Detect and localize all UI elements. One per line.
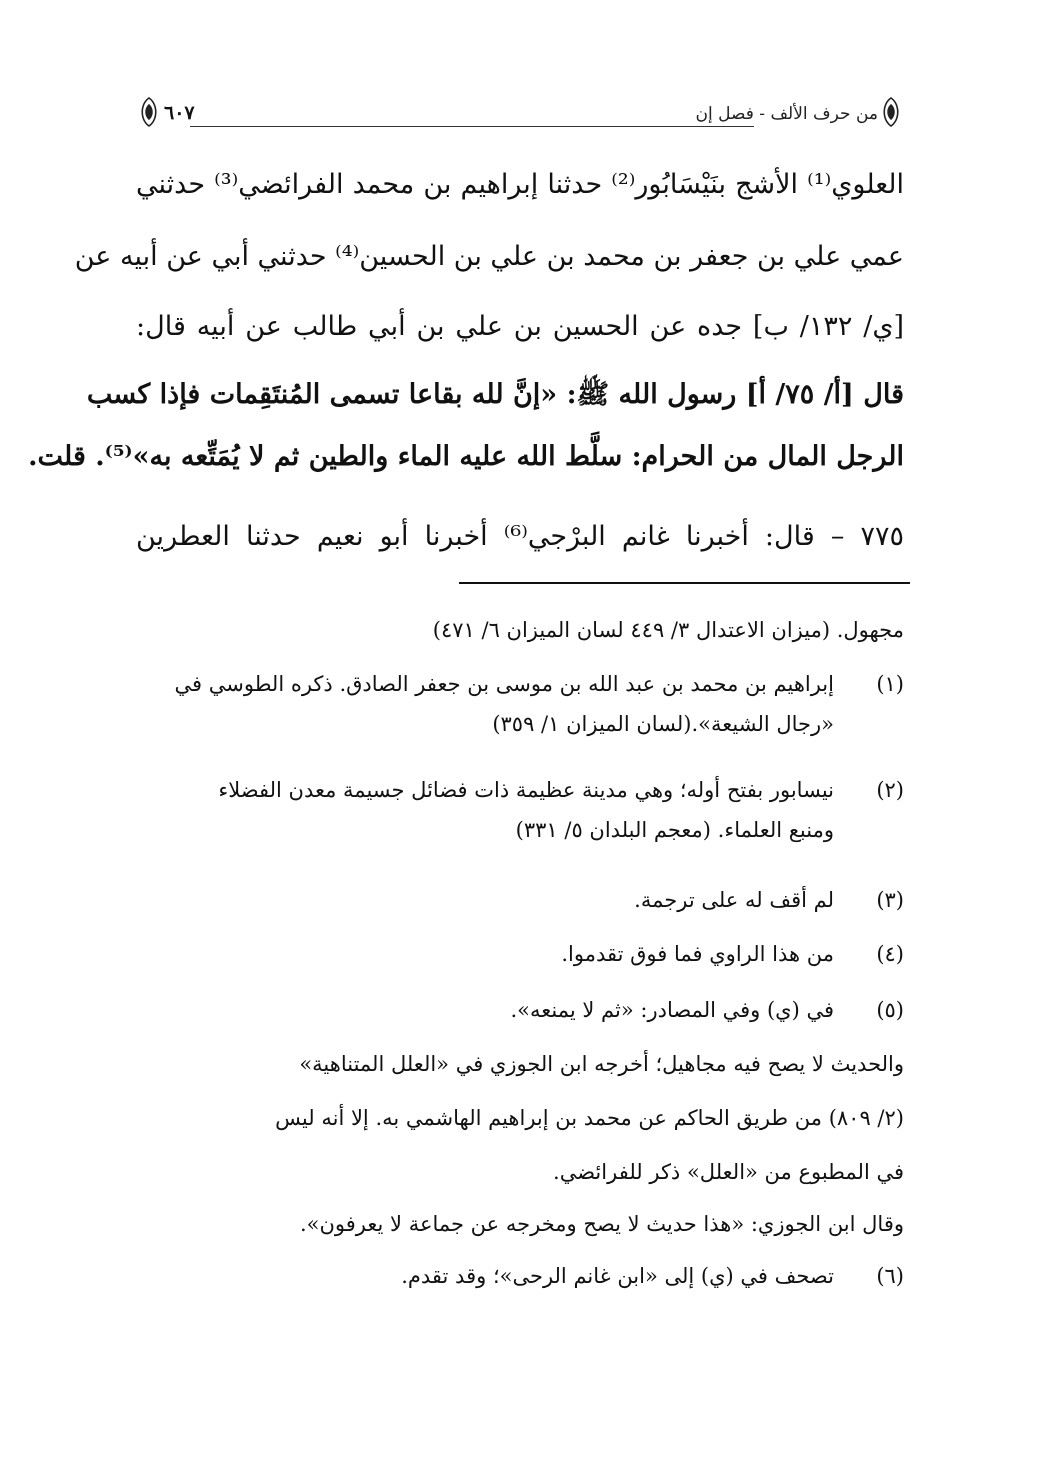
page-number: ٦٠٧	[164, 102, 195, 124]
hadith-775-line: ٧٧٥ – قال: أخبرنا غانم البرْجي⁽⁶⁾ أخبرنا أبو نعيم حدثنا العطرين	[136, 521, 904, 552]
footnote-text: «رجال الشيعة».(لسان الميزان ١/ ٣٥٩)	[492, 712, 834, 736]
footnote-text: نيسابور بفتح أوله؛ وهي مدينة عظيمة ذات فضائل جسيمة معدن الفضلاء	[218, 778, 834, 802]
footnote-number: (٢)	[876, 778, 904, 802]
main-line-3: [ي/ ١٣٢/ ب] جده عن الحسين بن علي بن أبي طالب عن أبيه قال:	[136, 311, 904, 342]
header-ornament-left-icon	[136, 96, 162, 128]
footnote-number: (٥)	[876, 998, 904, 1022]
footnote-number: (٤)	[876, 942, 904, 966]
main-line-1: العلوي⁽¹⁾ الأشج بنَيْسَابُور⁽²⁾ حدثنا إبراهيم بن محمد الفرائضي⁽³⁾ حدثني	[136, 169, 905, 200]
footnote-number: (٦)	[876, 1264, 904, 1288]
footnote-separator	[459, 582, 910, 584]
page-header	[136, 92, 904, 132]
footnote-text: في (ي) وفي المصادر: «ثم لا يمنعه».	[510, 998, 834, 1022]
chapter-title: من حرف الألف - فصل إن	[695, 104, 878, 124]
footnote-text: من هذا الراوي فما فوق تقدموا.	[561, 942, 834, 966]
footnote-number: (٣)	[876, 888, 904, 912]
book-page: من حرف الألف - فصل إن ٦٠٧ العلوي⁽¹⁾ الأشج بنَيْسَابُور⁽²⁾ حدثنا إبراهيم بن محمد الفرائضي⁽³⁾ حدثني عمي علي بن جعفر بن محمد بن علي بن الحسين⁽⁴⁾ حدثني أبي عن أبيه عن [ي/ ١٣٢/ ب] جده عن الحسين بن علي بن أبي طالب عن أبيه قال: قال [أ/ ٧٥/ أ] رسول الله ﷺ: «إنَّ لله بقاعا تسمى المُنتَقِمات فإذا كسب الرجل المال من الحرام: سلَّط الله عليه الماء والطين ثم لا يُمَتِّعه به»⁽⁵⁾. قلت. ٧٧٥ – قال: أخبرنا غانم البرْجي⁽⁶⁾ أخبرنا أبو نعيم حدثنا العطرين مجهول. (ميزان الاعتدال ٣/ ٤٤٩ لسان الميزان ٦/ ٤٧١) (١) إبراهيم بن محمد بن عبد الله بن موسى بن جعفر الصادق. ذكره الطوسي في «رجال الشيعة».(لسان الميزان ١/ ٣٥٩) (٢) نيسابور بفتح أوله؛ وهي مدينة عظيمة ذات فضائل جسيمة معدن الفضلاء ومنبع العلماء. (معجم البلدان ٥/ ٣٣١) (٣) لم أقف له على ترجمة. (٤) من هذا الراوي فما فوق تقدموا. (٥) في (ي) وفي المصادر: «ثم لا يمنعه». والحديث لا يصح فيه مجاهيل؛ أخرجه ابن الجوزي في «العلل المتناهية» (٢/ ٨٠٩) من طريق الحاكم عن محمد بن إبراهيم الهاشمي به. إلا أنه ليس في المطبوع من «العلل» ذكر للفرائضي. وقال ابن الجوزي: «هذا حديث لا يصح ومخرجه عن جماعة لا يعرفون». (٦) تصحف في (ي) إلى «ابن غانم الرحى»؛ وقد تقدم.	[0, 0, 1040, 1477]
main-line-4: قال [أ/ ٧٥/ أ] رسول الله ﷺ: «إنَّ لله بقاعا تسمى المُنتَقِمات فإذا كسب	[86, 379, 904, 410]
main-line-5: الرجل المال من الحرام: سلَّط الله عليه الماء والطين ثم لا يُمَتِّعه به»⁽⁵⁾. قلت.	[28, 441, 904, 472]
footnote-text: لم أقف له على ترجمة.	[634, 888, 834, 912]
main-line-2: عمي علي بن جعفر بن محمد بن علي بن الحسين⁽⁴⁾ حدثني أبي عن أبيه عن	[74, 241, 904, 272]
footnote-number: (١)	[876, 672, 904, 696]
footnote-text: ومنبع العلماء. (معجم البلدان ٥/ ٣٣١)	[515, 818, 834, 842]
header-rule	[190, 126, 754, 127]
header-ornament-right-icon	[878, 96, 904, 128]
footnote-text: تصحف في (ي) إلى «ابن غانم الرحى»؛ وقد تقدم.	[401, 1264, 834, 1288]
footnote-text: إبراهيم بن محمد بن عبد الله بن موسى بن جعفر الصادق. ذكره الطوسي في	[174, 672, 834, 696]
